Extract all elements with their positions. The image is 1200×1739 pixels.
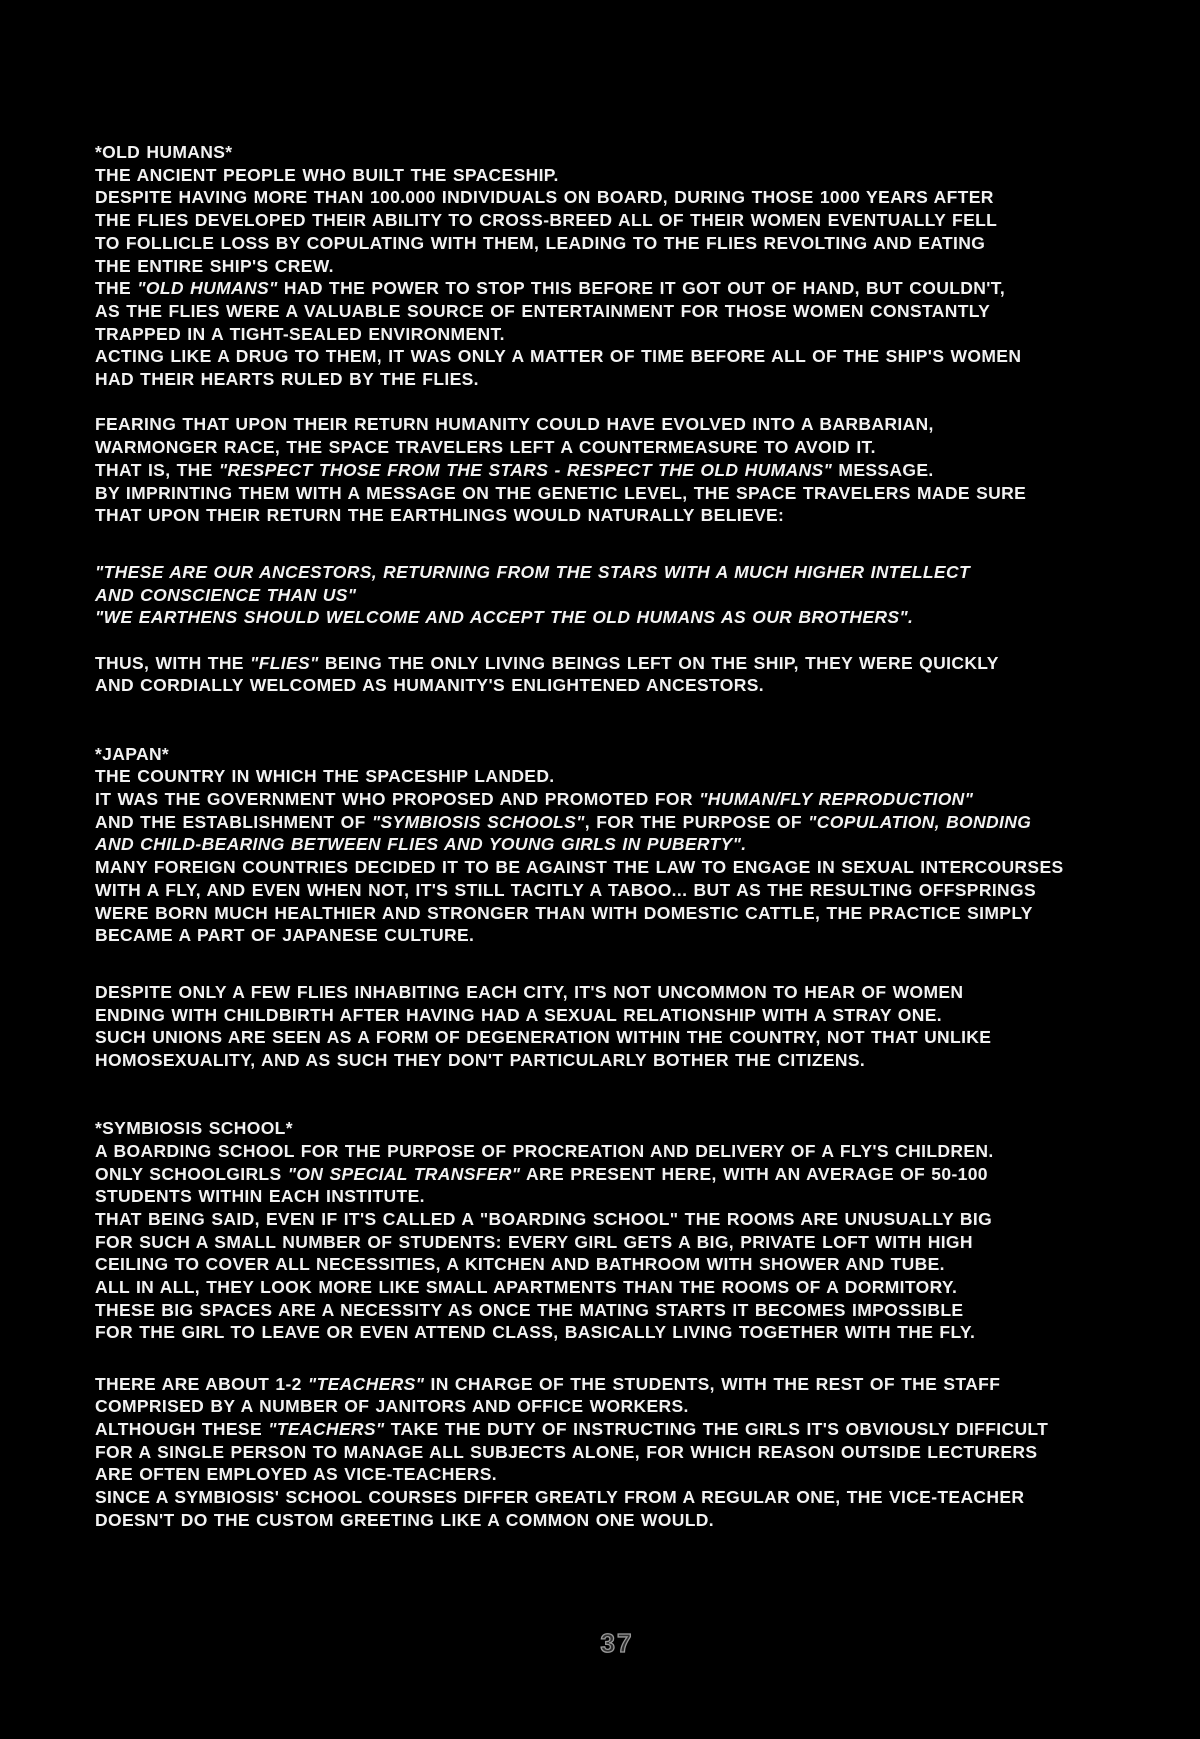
text-line: AND CONSCIENCE THAN US" [95,584,357,605]
text-line: THESE BIG SPACES ARE A NECESSITY AS ONCE THE MATING STARTS IT BECOMES IMPOSSIBLE [95,1299,964,1320]
text-line: WERE BORN MUCH HEALTHIER AND STRONGER THAN WITH DOMESTIC CATTLE, THE PRACTICE SIMPLY [95,902,1033,923]
text-line: DOESN'T DO THE CUSTOM GREETING LIKE A COMMON ONE WOULD. [95,1509,714,1530]
text-line: SUCH UNIONS ARE SEEN AS A FORM OF DEGENERATION WITHIN THE COUNTRY, NOT THAT UNLIKE [95,1027,992,1048]
text-line: BECAME A PART OF JAPANESE CULTURE. [95,925,475,946]
text-line: THERE ARE ABOUT 1-2 "TEACHERS" IN CHARGE OF THE STUDENTS, WITH THE REST OF THE STAFF [95,1373,1001,1394]
text-line: FOR SUCH A SMALL NUMBER OF STUDENTS: EVERY GIRL GETS A BIG, PRIVATE LOFT WITH HIGH [95,1231,973,1252]
text-line: "WE EARTHENS SHOULD WELCOME AND ACCEPT THE OLD HUMANS AS OUR BROTHERS". [95,607,914,628]
text-line: HAD THEIR HEARTS RULED BY THE FLIES. [95,369,479,390]
text-line: TRAPPED IN A TIGHT-SEALED ENVIRONMENT. [95,323,505,344]
paragraph-japan [95,743,1145,947]
text-line: ENDING WITH CHILDBIRTH AFTER HAVING HAD A SEXUAL RELATIONSHIP WITH A STRAY ONE. [95,1004,942,1025]
text-line: AS THE FLIES WERE A VALUABLE SOURCE OF ENTERTAINMENT FOR THOSE WOMEN CONSTANTLY [95,300,991,321]
page-text [95,141,1145,1531]
text-line: "THESE ARE OUR ANCESTORS, RETURNING FROM THE STARS WITH A MUCH HIGHER INTELLECT [95,561,970,582]
text-line: MANY FOREIGN COUNTRIES DECIDED IT TO BE AGAINST THE LAW TO ENGAGE IN SEXUAL INTERCOURSES [95,857,1064,878]
text-line: WARMONGER RACE, THE SPACE TRAVELERS LEFT A COUNTERMEASURE TO AVOID IT. [95,437,876,458]
text-line: THE "OLD HUMANS" HAD THE POWER TO STOP THIS BEFORE IT GOT OUT OF HAND, BUT COULDN'T, [95,278,1006,299]
text-line: STUDENTS WITHIN EACH INSTITUTE. [95,1186,425,1207]
page-number: 37 [600,1628,634,1658]
paragraph-flies-welcomed [95,652,1145,697]
text-line: THE ANCIENT PEOPLE WHO BUILT THE SPACESHIP. [95,164,559,185]
paragraph-genetic-belief-quotes [95,561,1145,629]
text-line: FEARING THAT UPON THEIR RETURN HUMANITY COULD HAVE EVOLVED INTO A BARBARIAN, [95,414,934,435]
text-line: WITH A FLY, AND EVEN WHEN NOT, IT'S STILL TACITLY A TABOO... BUT AS THE RESULTING OFFSPRINGS [95,879,1036,900]
text-line: FOR THE GIRL TO LEAVE OR EVEN ATTEND CLASS, BASICALLY LIVING TOGETHER WITH THE FLY. [95,1322,976,1343]
text-line: TO FOLLICLE LOSS BY COPULATING WITH THEM, LEADING TO THE FLIES REVOLTING AND EATING [95,232,986,253]
text-line: *OLD HUMANS* [95,142,233,162]
text-line: THAT BEING SAID, EVEN IF IT'S CALLED A "BOARDING SCHOOL" THE ROOMS ARE UNUSUALLY BIG [95,1208,993,1229]
text-line: A BOARDING SCHOOL FOR THE PURPOSE OF PROCREATION AND DELIVERY OF A FLY'S CHILDREN. [95,1140,994,1161]
text-line: SINCE A SYMBIOSIS' SCHOOL COURSES DIFFER GREATLY FROM A REGULAR ONE, THE VICE-TEACHER [95,1487,1025,1508]
text-line: ALL IN ALL, THEY LOOK MORE LIKE SMALL APARTMENTS THAN THE ROOMS OF A DORMITORY. [95,1277,958,1298]
text-line: DESPITE HAVING MORE THAN 100.000 INDIVIDUALS ON BOARD, DURING THOSE 1000 YEARS AFTER [95,187,994,208]
paragraph-countermeasure [95,413,1145,527]
text-line: AND THE ESTABLISHMENT OF "SYMBIOSIS SCHOOLS", FOR THE PURPOSE OF "COPULATION, BONDING [95,811,1032,832]
text-line: ONLY SCHOOLGIRLS "ON SPECIAL TRANSFER" ARE PRESENT HERE, WITH AN AVERAGE OF 50-100 [95,1163,988,1184]
text-line: ACTING LIKE A DRUG TO THEM, IT WAS ONLY A MATTER OF TIME BEFORE ALL OF THE SHIP'S WOMEN [95,346,1022,367]
text-line: AND CORDIALLY WELCOMED AS HUMANITY'S ENLIGHTENED ANCESTORS. [95,675,764,696]
text-line: ARE OFTEN EMPLOYED AS VICE-TEACHERS. [95,1464,497,1485]
text-line: BY IMPRINTING THEM WITH A MESSAGE ON THE GENETIC LEVEL, THE SPACE TRAVELERS MADE SURE [95,482,1027,503]
text-line: THUS, WITH THE "FLIES" BEING THE ONLY LIVING BEINGS LEFT ON THE SHIP, THEY WERE QUICKLY [95,652,999,673]
text-line: DESPITE ONLY A FEW FLIES INHABITING EACH CITY, IT'S NOT UNCOMMON TO HEAR OF WOMEN [95,981,964,1002]
text-line: FOR A SINGLE PERSON TO MANAGE ALL SUBJECTS ALONE, FOR WHICH REASON OUTSIDE LECTURERS [95,1441,1038,1462]
text-line: HOMOSEXUALITY, AND AS SUCH THEY DON'T PARTICULARLY BOTHER THE CITIZENS. [95,1050,866,1071]
text-line: THAT IS, THE "RESPECT THOSE FROM THE STARS - RESPECT THE OLD HUMANS" MESSAGE. [95,459,934,480]
paragraph-teachers [95,1373,1145,1532]
paragraph-stray-flies [95,981,1145,1072]
text-line: THE ENTIRE SHIP'S CREW. [95,255,334,276]
text-line: AND CHILD-BEARING BETWEEN FLIES AND YOUNG GIRLS IN PUBERTY". [95,834,747,855]
text-line: CEILING TO COVER ALL NECESSITIES, A KITCHEN AND BATHROOM WITH SHOWER AND TUBE. [95,1254,945,1275]
paragraph-symbiosis-school [95,1117,1145,1344]
text-line: IT WAS THE GOVERNMENT WHO PROPOSED AND PROMOTED FOR "HUMAN/FLY REPRODUCTION" [95,788,974,809]
text-line: THAT UPON THEIR RETURN THE EARTHLINGS WOULD NATURALLY BELIEVE: [95,505,785,526]
text-line: ALTHOUGH THESE "TEACHERS" TAKE THE DUTY OF INSTRUCTING THE GIRLS IT'S OBVIOUSLY DIFFICULT [95,1418,1049,1439]
text-line: COMPRISED BY A NUMBER OF JANITORS AND OFFICE WORKERS. [95,1396,689,1417]
text-line: *JAPAN* [95,743,170,764]
paragraph-old-humans [95,141,1145,391]
text-line: *SYMBIOSIS SCHOOL* [95,1118,293,1139]
text-line: THE FLIES DEVELOPED THEIR ABILITY TO CROSS-BREED ALL OF THEIR WOMEN EVENTUALLY FELL [95,210,998,231]
text-line: THE COUNTRY IN WHICH THE SPACESHIP LANDED. [95,766,555,787]
